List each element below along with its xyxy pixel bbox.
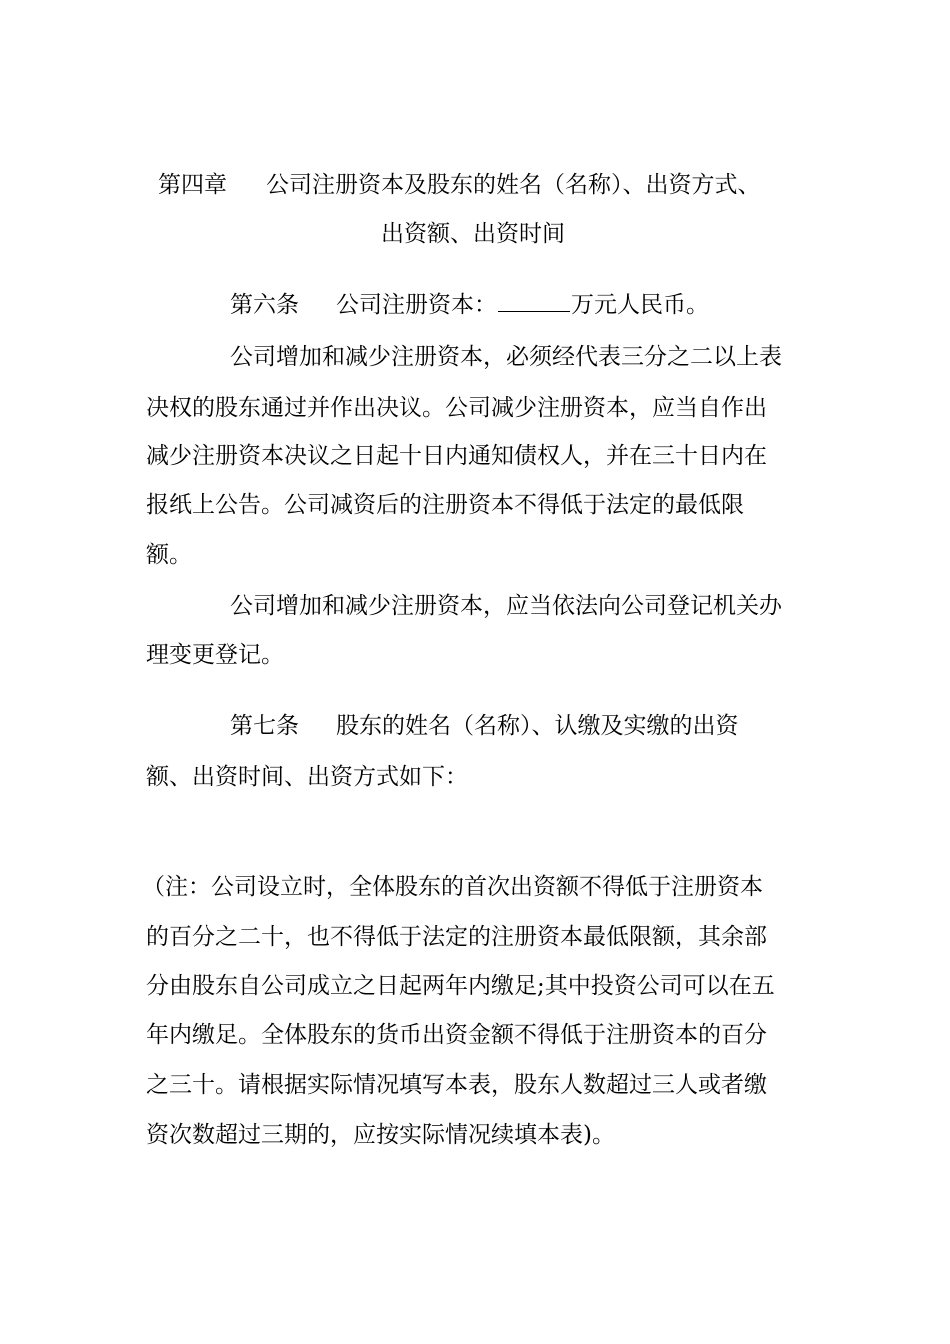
note-line: 的百分之二十，也不得低于法定的注册资本最低限额，其余部 xyxy=(146,924,767,950)
article-7-label: 第七条 xyxy=(230,713,299,739)
article-6-para-1-line: 减少注册资本决议之日起十日内通知债权人，并在三十日内在 xyxy=(146,443,767,469)
article-6-para-1-line: 决权的股东通过并作出决议。公司减少注册资本，应当自作出 xyxy=(146,395,767,421)
note-line: 之三十。请根据实际情况填写本表，股东人数超过三人或者缴 xyxy=(146,1072,767,1098)
article-7-line: 股东的姓名（名称）、认缴及实缴的出资 xyxy=(336,713,739,739)
note-line: （注：公司设立时，全体股东的首次出资额不得低于注册资本 xyxy=(142,874,763,900)
registered-capital-suffix: 万元人民币。 xyxy=(571,292,709,318)
article-7-line: 额、出资时间、出资方式如下： xyxy=(146,764,468,790)
article-6-registered-capital xyxy=(336,290,709,320)
article-6-para-2-line: 理变更登记。 xyxy=(146,642,284,668)
article-6-label: 第六条 xyxy=(230,292,299,318)
note-line: 分由股东自公司成立之日起两年内缴足;其中投资公司可以在五 xyxy=(146,973,775,999)
note-line: 资次数超过三期的，应按实际情况续填本表)。 xyxy=(146,1122,615,1148)
article-6-para-1-line: 报纸上公告。公司减资后的注册资本不得低于法定的最低限 xyxy=(146,492,744,518)
article-6-para-1-line: 公司增加和减少注册资本，必须经代表三分之二以上表 xyxy=(230,344,782,370)
article-6-para-2-line: 公司增加和减少注册资本，应当依法向公司登记机关办 xyxy=(230,593,782,619)
chapter-title-line-1: 公司注册资本及股东的姓名（名称）、出资方式、 xyxy=(266,172,761,198)
chapter-title-line-2: 出资额、出资时间 xyxy=(381,221,565,247)
note-line: 年内缴足。全体股东的货币出资金额不得低于注册资本的百分 xyxy=(146,1022,767,1048)
chapter-label: 第四章 xyxy=(158,172,227,198)
registered-capital-prefix: 公司注册资本： xyxy=(336,292,497,318)
registered-capital-blank xyxy=(498,291,570,312)
article-6-para-1-line: 额。 xyxy=(146,542,192,568)
